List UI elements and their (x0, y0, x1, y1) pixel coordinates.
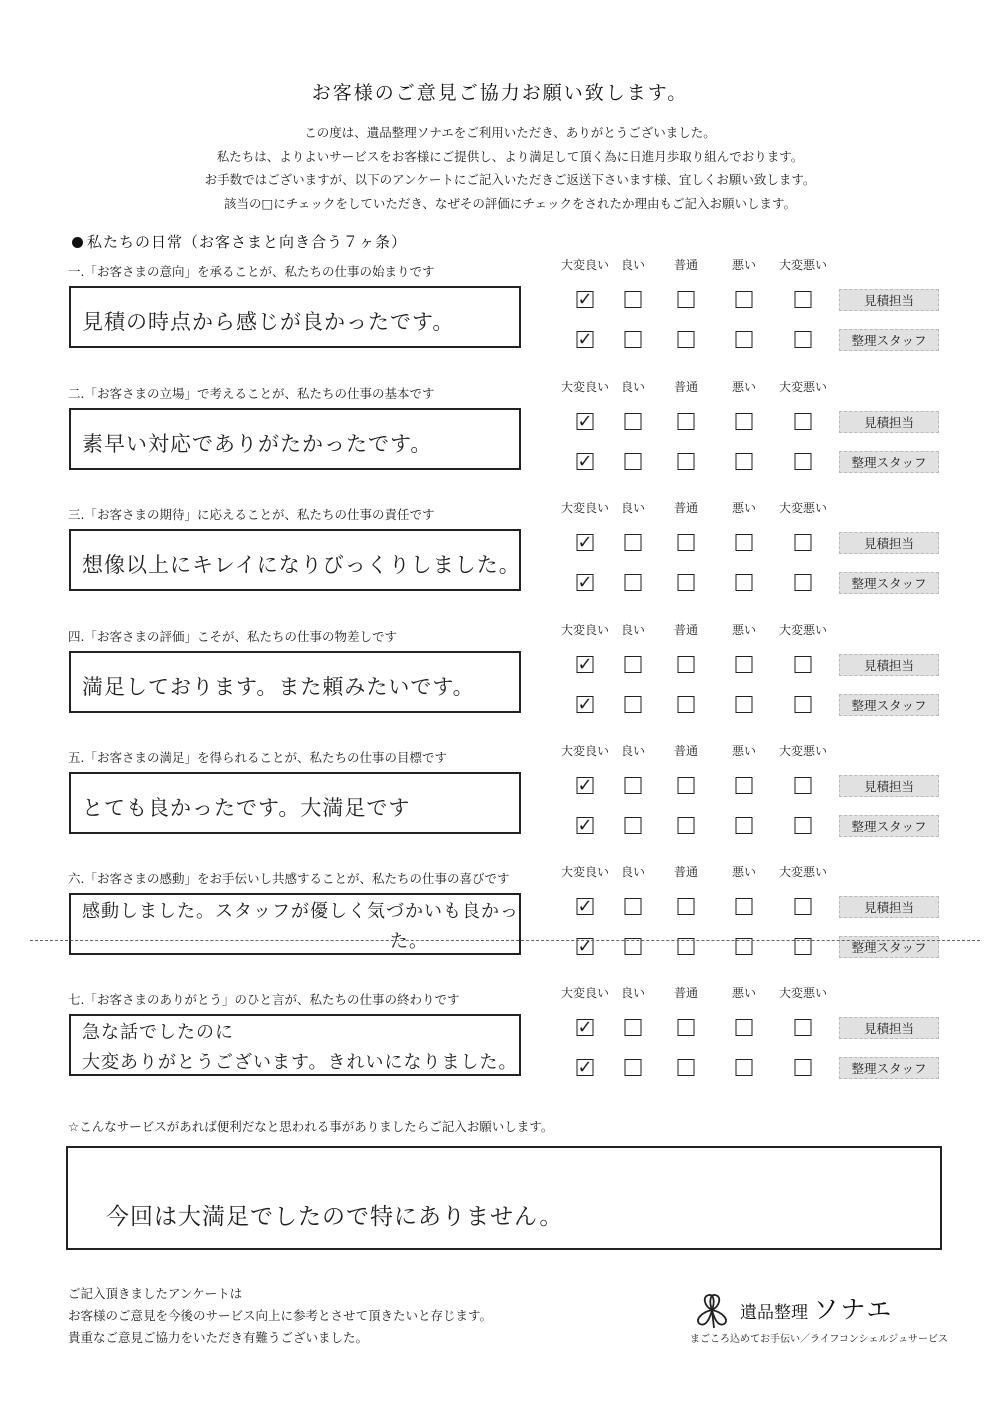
role-staff: 整理スタッフ (839, 815, 939, 837)
rating-checkbox[interactable] (678, 656, 695, 673)
check-mark: ✓ (577, 1057, 593, 1078)
rating-header: 大変悪い (778, 380, 828, 394)
role-estimator: 見積担当 (839, 532, 939, 554)
rating-checkbox[interactable] (678, 331, 695, 348)
question-title: 四.「お客さまの評価」こそが、私たちの仕事の物差しです (68, 629, 397, 644)
rating-header: 普通 (673, 623, 699, 637)
role-estimator: 見積担当 (839, 896, 939, 918)
rating-checkbox[interactable] (678, 291, 695, 308)
logo-name-prefix: 遺品整理 (740, 1303, 808, 1323)
rating-checkbox[interactable] (795, 777, 812, 794)
rating-headers (0, 621, 1000, 639)
rating-checkbox[interactable] (795, 898, 812, 915)
request-answer: 今回は大満足でしたので特にありません。 (106, 1204, 564, 1230)
closing-line: お客様のご意見を今後のサービス向上に参考とさせて頂きたいと存じます。 (68, 1308, 493, 1323)
rating-headers (0, 742, 1000, 760)
check-mark: ✓ (577, 936, 593, 957)
handwritten-answer: 素早い対応でありがたかったです。 (82, 432, 433, 456)
rating-headers (0, 378, 1000, 396)
question-section (0, 501, 1000, 625)
rating-header: 大変良い (560, 744, 610, 758)
rating-checkbox[interactable] (625, 574, 642, 591)
request-title: ☆こんなサービスがあれば便利だなと思われる事がありましたらご記入お願いします。 (68, 1119, 554, 1134)
rating-checkbox[interactable] (678, 696, 695, 713)
question-section (0, 623, 1000, 747)
rating-checkbox[interactable] (678, 534, 695, 551)
check-mark: ✓ (577, 896, 593, 917)
question-title: 六.「お客さまの感動」をお手伝いし共感することが、私たちの仕事の喜びです (68, 871, 510, 886)
check-mark: ✓ (577, 694, 593, 715)
rating-checkbox[interactable] (678, 898, 695, 915)
rating-header: 普通 (673, 865, 699, 879)
clover-icon (690, 1290, 734, 1330)
rating-header: 良い (620, 258, 646, 272)
rating-header: 良い (620, 623, 646, 637)
handwritten-answer: 見積の時点から感じが良かったです。 (82, 310, 455, 334)
check-mark: ✓ (577, 572, 593, 593)
rating-headers (0, 984, 1000, 1002)
handwritten-answer-line2: た。 (390, 931, 428, 952)
rating-checkbox[interactable] (736, 898, 753, 915)
rating-checkbox[interactable] (795, 817, 812, 834)
question-section (0, 380, 1000, 504)
rating-header: 良い (620, 380, 646, 394)
rating-header: 良い (620, 865, 646, 879)
rating-header: 普通 (673, 501, 699, 515)
rating-header: 良い (620, 744, 646, 758)
question-title: 二.「お客さまの立場」で考えることが、私たちの仕事の基本です (68, 386, 435, 401)
check-mark: ✓ (577, 532, 593, 553)
rating-header: 大変悪い (778, 501, 828, 515)
section-heading (72, 231, 407, 252)
rating-header: 大変良い (560, 865, 610, 879)
bullet-icon (72, 237, 83, 248)
rating-checkbox[interactable] (736, 453, 753, 470)
rating-checkbox[interactable] (625, 777, 642, 794)
role-staff: 整理スタッフ (839, 329, 939, 351)
rating-header: 大変悪い (778, 865, 828, 879)
rating-header: 普通 (673, 744, 699, 758)
rating-header: 大変良い (560, 501, 610, 515)
intro-line: お手数ではございますが、以下のアンケートにご記入いただきご返送下さいます様、宜しくお願い致します。 (204, 172, 816, 187)
rating-header: 普通 (673, 258, 699, 272)
rating-checkbox[interactable] (625, 656, 642, 673)
rating-checkbox[interactable] (795, 413, 812, 430)
check-mark: ✓ (577, 451, 593, 472)
rating-checkbox[interactable] (795, 291, 812, 308)
rating-checkbox[interactable] (625, 817, 642, 834)
rating-checkbox[interactable] (625, 696, 642, 713)
rating-checkbox[interactable] (795, 656, 812, 673)
rating-header: 大変悪い (778, 623, 828, 637)
logo-tagline: まごころ込めてお手伝い／ライフコンシェルジュサービス (690, 1334, 948, 1345)
rating-checkbox[interactable] (678, 777, 695, 794)
check-mark: ✓ (577, 329, 593, 350)
rating-checkbox[interactable] (795, 1059, 812, 1076)
check-mark: ✓ (577, 411, 593, 432)
rating-checkbox[interactable] (625, 1019, 642, 1036)
rating-header: 大変良い (560, 623, 610, 637)
company-logo (690, 1290, 960, 1350)
intro-line: 該当の□にチェックをしていただき、なぜその評価にチェックをされたか理由もご記入お願いします。 (223, 195, 797, 211)
rating-checkbox[interactable] (625, 331, 642, 348)
handwritten-answer-line2: 大変ありがとうございます。きれいになりました。 (82, 1052, 518, 1073)
logo-brand: ソナエ (813, 1295, 894, 1324)
rating-headers (0, 863, 1000, 881)
logo-name (740, 1290, 893, 1326)
handwritten-answer: とても良かったです。大満足です (82, 796, 411, 820)
rating-checkbox[interactable] (625, 1059, 642, 1076)
rating-header: 大変良い (560, 380, 610, 394)
rating-checkbox[interactable] (736, 1019, 753, 1036)
rating-header: 良い (620, 986, 646, 1000)
rating-headers (0, 499, 1000, 517)
rating-checkbox[interactable] (678, 817, 695, 834)
rating-headers (0, 256, 1000, 274)
rating-checkbox[interactable] (736, 656, 753, 673)
question-section (0, 744, 1000, 868)
role-estimator: 見積担当 (839, 775, 939, 797)
rating-checkbox[interactable] (678, 1019, 695, 1036)
role-staff: 整理スタッフ (839, 572, 939, 594)
intro-text (100, 121, 920, 215)
rating-checkbox[interactable] (795, 696, 812, 713)
rating-checkbox[interactable] (736, 817, 753, 834)
rating-header: 悪い (731, 258, 757, 272)
rating-header: 大変悪い (778, 744, 828, 758)
question-section (0, 986, 1000, 1110)
rating-checkbox[interactable] (736, 291, 753, 308)
rating-header: 大変良い (560, 258, 610, 272)
rating-checkbox[interactable] (678, 1059, 695, 1076)
intro-line: 私たちは、よりよいサービスをお客様にご提供し、より満足して頂く為に日進月歩取り組んでおります。 (216, 148, 804, 164)
question-section (0, 865, 1000, 989)
rating-checkbox[interactable] (736, 574, 753, 591)
question-title: 七.「お客さまのありがとう」のひと言が、私たちの仕事の終わりです (68, 992, 460, 1007)
rating-checkbox[interactable] (736, 1059, 753, 1076)
rating-checkbox[interactable] (625, 453, 642, 470)
rating-checkbox[interactable] (678, 413, 695, 430)
rating-header: 悪い (731, 744, 757, 758)
rating-checkbox[interactable] (625, 413, 642, 430)
check-mark: ✓ (577, 815, 593, 836)
role-estimator: 見積担当 (839, 289, 939, 311)
question-title: 三.「お客さまの期待」に応えることが、私たちの仕事の責任です (68, 507, 435, 522)
rating-header: 悪い (731, 380, 757, 394)
closing-text (68, 1283, 492, 1349)
handwritten-answer: 急な話でしたのに (82, 1022, 234, 1043)
rating-checkbox[interactable] (625, 898, 642, 915)
rating-checkbox[interactable] (736, 696, 753, 713)
role-estimator: 見積担当 (839, 411, 939, 433)
rating-checkbox[interactable] (678, 453, 695, 470)
question-section (0, 258, 1000, 382)
rating-checkbox[interactable] (795, 453, 812, 470)
rating-header: 良い (620, 501, 646, 515)
intro-line: この度は、遺品整理ソナエをご利用いただき、ありがとうございました。 (304, 125, 716, 140)
rating-checkbox[interactable] (795, 574, 812, 591)
rating-header: 悪い (731, 623, 757, 637)
rating-header: 大変悪い (778, 986, 828, 1000)
rating-checkbox[interactable] (625, 534, 642, 551)
request-answer-box[interactable] (66, 1146, 942, 1250)
role-estimator: 見積担当 (839, 654, 939, 676)
rating-checkbox[interactable] (736, 331, 753, 348)
check-mark: ✓ (577, 289, 593, 310)
rating-checkbox[interactable] (795, 1019, 812, 1036)
role-staff: 整理スタッフ (839, 451, 939, 473)
rating-checkbox[interactable] (625, 291, 642, 308)
handwritten-answer: 感動しました。スタッフが優しく気づかいも良かっ (82, 901, 519, 922)
closing-line: 貴重なご意見ご協力をいただき有難うございました。 (68, 1330, 369, 1345)
role-estimator: 見積担当 (839, 1017, 939, 1039)
closing-line: ご記入頂きましたアンケートは (68, 1286, 243, 1301)
rating-header: 大変良い (560, 986, 610, 1000)
rating-checkbox[interactable] (736, 777, 753, 794)
rating-checkbox[interactable] (736, 534, 753, 551)
rating-checkbox[interactable] (736, 413, 753, 430)
rating-header: 悪い (731, 501, 757, 515)
role-staff: 整理スタッフ (839, 1057, 939, 1079)
rating-header: 普通 (673, 986, 699, 1000)
role-staff: 整理スタッフ (839, 694, 939, 716)
handwritten-answer: 想像以上にキレイになりびっくりしました。 (82, 553, 521, 577)
rating-checkbox[interactable] (795, 331, 812, 348)
check-mark: ✓ (577, 1017, 593, 1038)
rating-header: 大変悪い (778, 258, 828, 272)
question-title: 五.「お客さまの満足」を得られることが、私たちの仕事の目標です (68, 750, 447, 765)
check-mark: ✓ (577, 654, 593, 675)
rating-header: 普通 (673, 380, 699, 394)
page-title: お客様のご意見ご協力お願い致します。 (311, 82, 689, 104)
rating-header: 悪い (731, 865, 757, 879)
scan-line (30, 940, 980, 941)
rating-checkbox[interactable] (795, 534, 812, 551)
check-mark: ✓ (577, 775, 593, 796)
section-heading-text: 私たちの日常（お客さまと向き合う７ヶ条） (87, 233, 408, 251)
question-title: 一.「お客さまの意向」を承ることが、私たちの仕事の始まりです (68, 264, 435, 279)
role-staff: 整理スタッフ (839, 936, 939, 958)
handwritten-answer: 満足しております。また頼みたいです。 (82, 675, 475, 699)
rating-checkbox[interactable] (678, 574, 695, 591)
rating-header: 悪い (731, 986, 757, 1000)
